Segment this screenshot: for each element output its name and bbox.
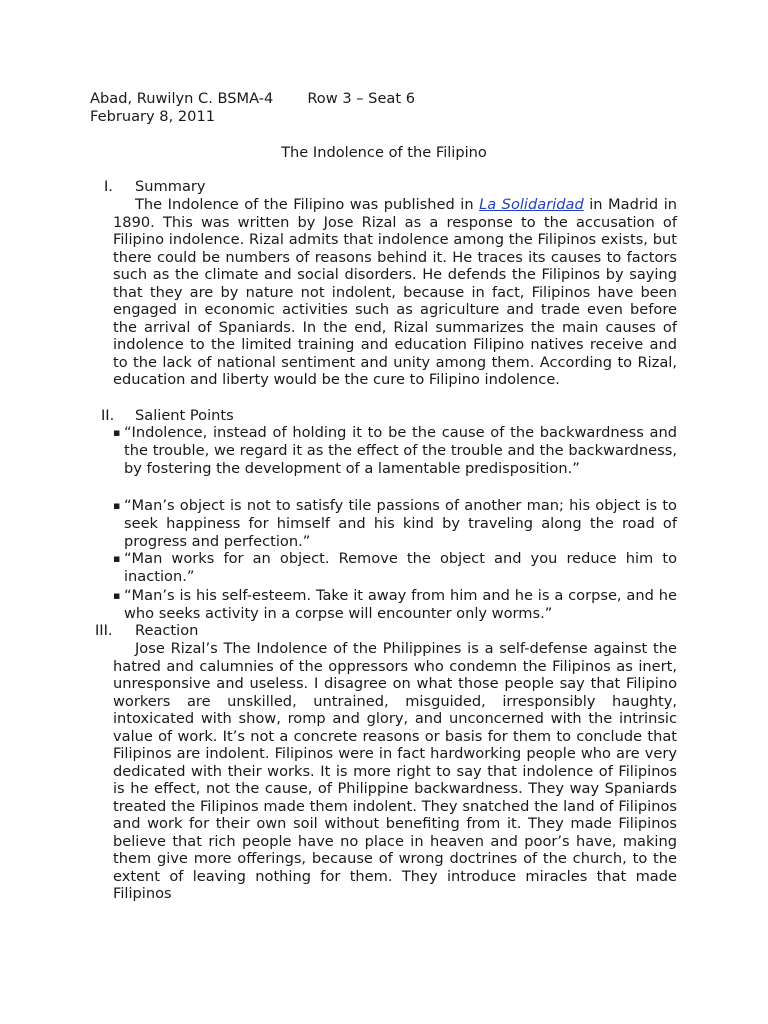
summary-text-start: The Indolence of the Filipino was published in	[135, 196, 480, 213]
la-solidaridad-link[interactable]: La Solidaridad	[479, 196, 584, 213]
salient-point-3	[113, 550, 677, 586]
row-seat: Row 3 – Seat 6	[307, 90, 416, 107]
document-title: The Indolence of the Filipino	[281, 144, 487, 161]
salient-point-4	[113, 587, 677, 623]
salient-point-2	[113, 497, 677, 551]
bullet-square-icon: ▪	[113, 589, 121, 602]
bullet-square-icon: ▪	[113, 552, 121, 565]
section-1-heading: Summary	[135, 178, 206, 195]
salient-point-text: “Indolence, instead of holding it to be the cause of the backwardness and the trouble, we regard it as the effect of the trouble and the backwardness, by fostering the development of a lamentable predisposition.”	[124, 424, 677, 477]
student-name-course: Abad, Ruwilyn C. BSMA-4	[90, 90, 274, 107]
section-2-heading: Salient Points	[135, 407, 234, 424]
summary-paragraph	[113, 196, 677, 389]
section-2-numeral: II.	[101, 407, 115, 424]
section-3-numeral: III.	[95, 622, 113, 639]
reaction-paragraph: Jose Rizal’s The Indolence of the Philippines is a self-defense against the hatred and calumnies of the oppressors who condemn the Filipinos as inert, unresponsive and useless. I disagree on what those people say that Filipino workers are unskilled, untrained, misguided, irresponsibly haughty, intoxicated with show, romp and glory, and unconcerned with the intrinsic value of work. It’s not a concrete reasons or basis for them to conclude that Filipinos are indolent. Filipinos were in fact hardworking people who are very dedicated with their works. It is more right to say that indolence of Filipinos is he effect, not the cause, of Philippine backwardness. They way Spaniards treated the Filipinos made them indolent. They snatched the land of Filipinos and work for their own soil without benefiting from it. They made Filipinos believe that rich people have no place in heaven and poor’s have, making them give more offerings, because of wrong doctrines of the church, to the extent of leaving nothing for them. They introduce miracles that made Filipinos	[113, 640, 677, 902]
section-3-heading: Reaction	[135, 622, 199, 639]
header-name-line	[90, 90, 415, 108]
bullet-square-icon: ▪	[113, 426, 121, 439]
salient-point-text: “Man works for an object. Remove the object and you reduce him to inaction.”	[124, 550, 677, 585]
section-1-numeral: I.	[104, 178, 113, 195]
salient-point-text: “Man’s is his self-esteem. Take it away from him and he is a corpse, and he who seeks activity in a corpse will encounter only worms.”	[124, 587, 677, 622]
summary-text-rest: in Madrid in 1890. This was written by Jose Rizal as a response to the accusation of Filipino indolence. Rizal admits that indolence among the Filipinos exists, but there could be numbers of reasons behind it. He traces its causes to factors such as the climate and social disorders. He defends the Filipinos by saying that they are by nature not indolent, because in fact, Filipinos have been engaged in economic activities such as agriculture and trade even before the arrival of Spaniards. In the end, Rizal summarizes the main causes of indolence to the limited training and education Filipino natives receive and to the lack of national sentiment and unity among them. According to Rizal, education and liberty would be the cure to Filipino indolence.	[113, 196, 677, 388]
bullet-square-icon: ▪	[113, 499, 121, 512]
salient-point-1	[113, 424, 677, 478]
salient-point-text: “Man’s object is not to satisfy tile passions of another man; his object is to seek happiness for himself and his kind by traveling along the road of progress and perfection.”	[124, 497, 677, 550]
header-date: February 8, 2011	[90, 108, 216, 125]
